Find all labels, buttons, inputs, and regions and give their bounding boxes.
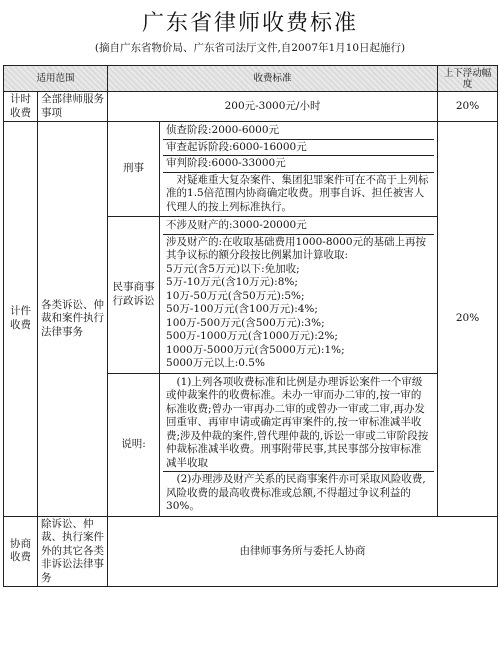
civil-property-intro: 涉及财产的:在收取基础费用1000-8000元的基础上再按其争议标的额分段按比例累加计算收取: <box>166 235 427 261</box>
notes-label: 说明: <box>108 373 160 516</box>
civil-bracket: 5万-10万元(含10万元):8%; <box>166 276 298 288</box>
hourly-row <box>4 92 498 122</box>
criminal-stage-investigation: 侦查阶段:2000-6000元 <box>163 123 434 139</box>
civil-label: 民事商事行政诉讼 <box>108 217 160 374</box>
table-header-row <box>4 66 498 92</box>
negotiated-standard: 由律师事务所与委托人协商 <box>108 516 498 587</box>
piece-scope: 各类诉讼、仲裁和案件执行法律事务 <box>38 122 108 517</box>
civil-bracket: 10万-50万元(含50万元):5%; <box>166 289 305 302</box>
piece-category: 计件收费 <box>4 122 38 517</box>
header-standard: 收费标准 <box>108 66 438 92</box>
header-float: 上下浮动幅度 <box>438 66 498 92</box>
note-1: (1)上列各项收费标准和比例是办理诉讼案件一个审级或仲裁案件的收费标准。未办一审而办二审的,按一审的标准收费;曾办一审再办二审的或曾办一审或二审,再办发回重审、再审申请或确定再审案件的,按一审标准减半收费;涉及仲裁的案件,曾代理仲裁的,诉讼一审或二审阶段按仲裁标准减半收费。刑事附带民事,其民事部分按审标准减半收取 <box>163 375 434 472</box>
criminal-stage-review: 审查起诉阶段:6000-16000元 <box>163 139 434 156</box>
header-scope: 适用范围 <box>4 66 108 92</box>
civil-bracket: 5万元(含5万元)以下:免加收; <box>166 262 300 275</box>
note-2: (2)办理涉及财产关系的民商事案件亦可采取风险收费,风险收费的最高收费标准或总额,不得超过争议利益的30%。 <box>166 473 426 512</box>
civil-non-property: 不涉及财产的:3000-20000元 <box>163 218 434 234</box>
negotiated-category: 协商收费 <box>4 516 38 587</box>
civil-property <box>163 234 434 372</box>
civil-bracket: 5000万元以上:0.5% <box>166 357 265 369</box>
piece-float: 20% <box>438 122 498 517</box>
criminal-label: 刑事 <box>108 122 160 217</box>
criminal-note: 对疑难重大复杂案件、集团犯罪案件可在不高于上列标准的1.5倍范围内协商确定收费。刑事自诉、担任被害人代理人的按上列标准执行。 <box>166 173 429 213</box>
civil-bracket: 500万-1000万元(含1000万元):2%; <box>166 330 338 342</box>
negotiated-scope: 除诉讼、仲裁、执行案件外的其它各类非诉讼法律事务 <box>38 516 108 587</box>
hourly-scope: 全部律师服务事项 <box>38 92 108 122</box>
civil-detail <box>160 217 438 374</box>
notes-detail <box>160 373 438 516</box>
criminal-row <box>4 122 498 217</box>
hourly-float: 20% <box>438 92 498 122</box>
page-subtitle: (摘自广东省物价局、广东省司法厅文件,自2007年1月10日起施行) <box>94 42 406 54</box>
civil-bracket: 50万-100万元(含100万元):4%; <box>166 303 318 315</box>
hourly-standard: 200元-3000元/小时 <box>108 92 438 122</box>
negotiated-row <box>4 516 498 587</box>
civil-bracket: 100万-500万元(含500万元):3%; <box>166 316 325 329</box>
civil-bracket: 1000万-5000万元(含5000万元):1%; <box>166 343 345 356</box>
criminal-stage-trial: 审判阶段:6000-33000元 <box>163 156 434 173</box>
fee-table <box>3 65 498 587</box>
criminal-detail <box>160 122 438 217</box>
hourly-category: 计时收费 <box>4 92 38 122</box>
page-title: 广东省律师收费标准 <box>141 11 358 36</box>
